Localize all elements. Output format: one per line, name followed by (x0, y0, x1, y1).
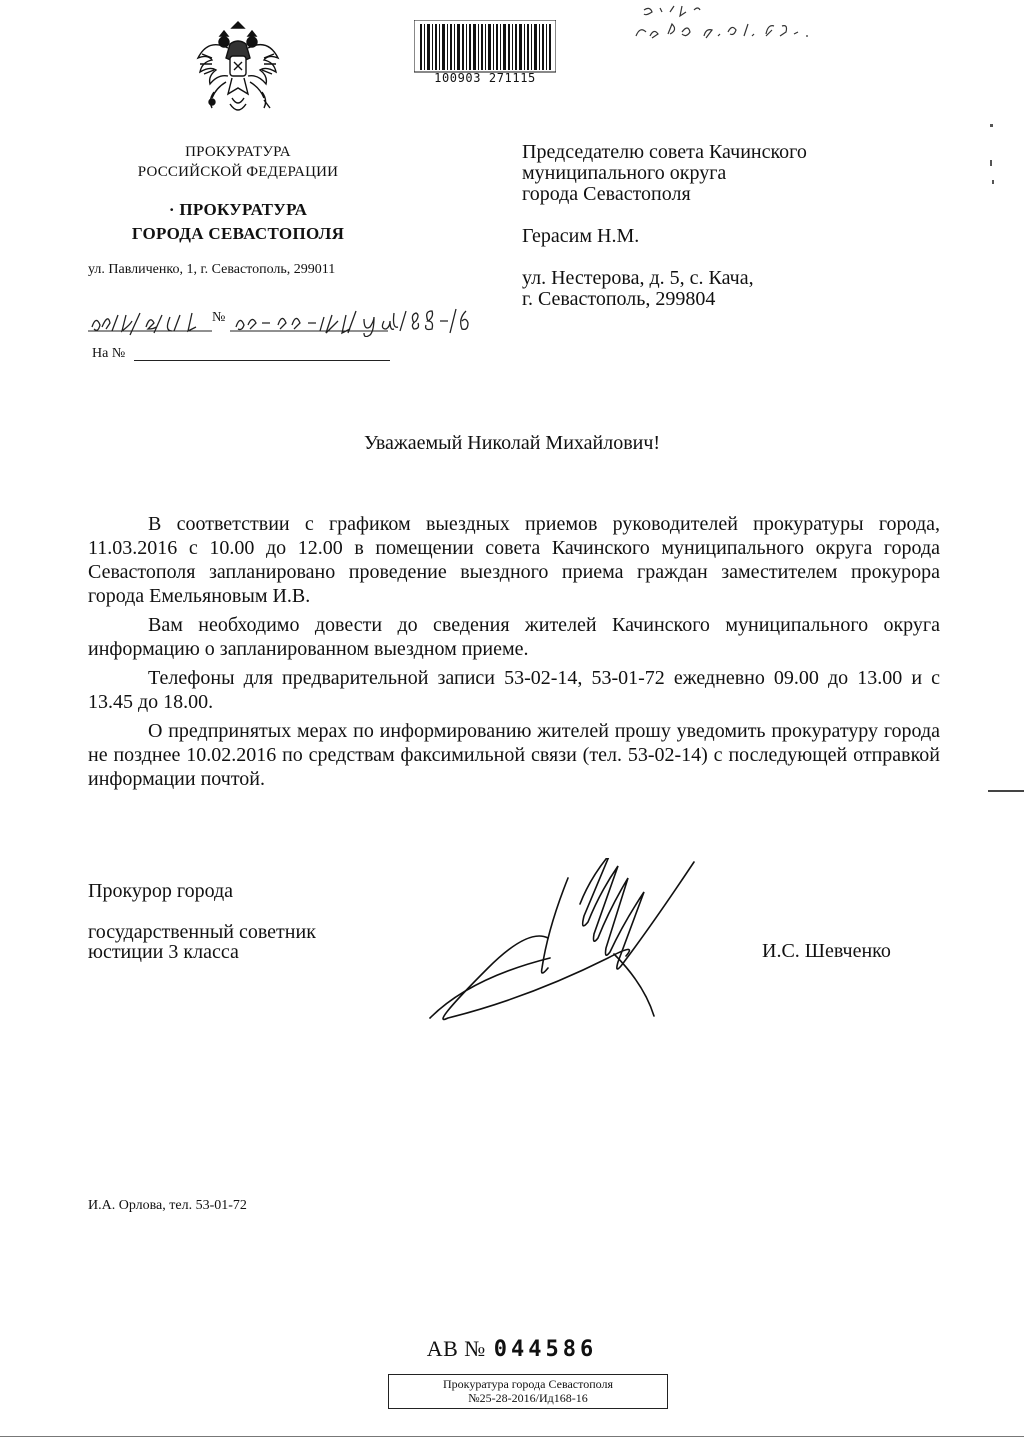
handwritten-incoming-note (620, 2, 830, 50)
handwritten-signature (418, 858, 710, 1030)
signer-rank-line1: государственный советник (88, 921, 316, 943)
recipient-line2: муниципального округа (522, 162, 727, 184)
registration-stamp (388, 1374, 668, 1409)
margin-mark (988, 790, 1024, 792)
form-serial-label: АВ № (426, 1336, 486, 1361)
form-serial (0, 1336, 1024, 1362)
sender-org-name-line2: ГОРОДА СЕВАСТОПОЛЯ (131, 224, 345, 243)
stamp-line1: Прокуратура города Севастополя (443, 1377, 613, 1391)
signer-title: Прокурор города (88, 880, 234, 902)
recipient-address1: ул. Нестерова, д. 5, с. Кача, (522, 267, 754, 289)
double-headed-eagle-icon (192, 20, 284, 120)
recipient-address2: г. Севастополь, 299804 (522, 288, 716, 310)
body-paragraph-2: Вам необходимо довести до сведения жителей Качинского муниципального округа информацию о запланированном выездном приеме. (88, 614, 940, 660)
signer-name: И.С. Шевченко (762, 940, 891, 962)
salutation: Уважаемый Николай Михайлович! (363, 432, 661, 454)
scan-speck (990, 160, 992, 166)
stamp-line2: №25-28-2016/Ид168-16 (468, 1391, 588, 1405)
sender-org-line1: ПРОКУРАТУРА (185, 144, 291, 160)
sender-address: ул. Павличенко, 1, г. Севастополь, 299011 (88, 262, 336, 277)
body-paragraph-1: В соответствии с графиком выездных приемов руководителей прокуратуры города, 11.03.2016 с 10.00 до 12.00 в помещении совета Качинского муниципального округа города Севастополя запланировано проведение выездного приема граждан заместителем прокурора города Емельяновым И.В. (88, 513, 940, 607)
reference-rule (134, 360, 390, 361)
sender-org-header (100, 142, 376, 182)
form-serial-number: 044586 (493, 1337, 598, 1362)
recipient-block (522, 142, 807, 310)
recipient-line1: Председателю совета Качинского (522, 141, 807, 163)
recipient-name: Герасим Н.М. (522, 225, 640, 247)
barcode-number: 100903 271115 (434, 71, 536, 85)
reg-number-label: № (212, 310, 226, 325)
recipient-line3: города Севастополя (522, 183, 691, 205)
page-bottom-edge (0, 1436, 1024, 1437)
registration-handwriting (88, 305, 518, 337)
signer-rank (88, 922, 316, 962)
sender-org-line2: РОССИЙСКОЙ ФЕДЕРАЦИИ (137, 164, 339, 180)
scan-speck (990, 124, 993, 127)
sender-org-name-line1: · ПРОКУРАТУРА (168, 200, 308, 219)
signer-rank-line2: юстиции 3 класса (88, 941, 239, 963)
letter-body (88, 512, 940, 796)
scan-speck (992, 180, 994, 184)
body-paragraph-3: Телефоны для предварительной записи 53-02-14, 53-01-72 ежедневно 09.00 до 13.00 и с 13.45 до 18.00. (88, 667, 940, 713)
sender-org-name (100, 198, 376, 246)
executor-contact: И.А. Орлова, тел. 53-01-72 (88, 1198, 247, 1213)
body-paragraph-4: О предпринятых мерах по информированию жителей прошу уведомить прокуратуру города не позднее 10.02.2016 по средствам факсимильной связи (тел. 53-02-14) с последующей отправкой информации почтой. (88, 720, 940, 790)
reference-label: На № (92, 346, 126, 361)
